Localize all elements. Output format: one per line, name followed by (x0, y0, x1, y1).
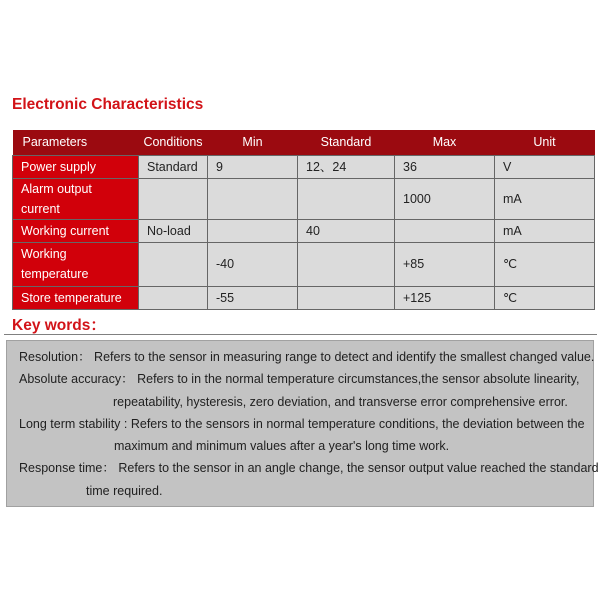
value-cell (139, 178, 208, 219)
value-cell (298, 178, 395, 219)
param-cell: Power supply (13, 155, 139, 178)
header-conditions: Conditions (139, 130, 208, 155)
table-row-working-temperature (13, 242, 595, 286)
keyword-line-response-time: Response time： Refers to the sensor in an angle change, the sensor output value reached the standard (19, 461, 599, 476)
keyword-line-absolute-accuracy-cont: repeatability, hysteresis, zero deviation, and transverse error comprehensive error. (113, 394, 568, 409)
keyword-line-absolute-accuracy: Absolute accuracy： Refers to in the normal temperature circumstances,the sensor absolute linearity, (19, 372, 580, 387)
header-standard: Standard (298, 130, 395, 155)
param-cell: Working temperature (13, 242, 139, 286)
value-cell: -40 (208, 242, 298, 286)
value-cell: V (495, 155, 595, 178)
param-cell: Store temperature (13, 286, 139, 309)
header-max: Max (395, 130, 495, 155)
value-cell: 12、24 (298, 155, 395, 178)
value-cell (208, 219, 298, 242)
keywords-box (6, 340, 599, 507)
table-row-store-temperature (13, 286, 595, 309)
value-cell: Standard (139, 155, 208, 178)
value-cell: +125 (395, 286, 495, 309)
value-cell: 36 (395, 155, 495, 178)
keyword-line-resolution: Resolution： Refers to the sensor in measuring range to detect and identify the smallest changed value. (19, 350, 595, 364)
table-row-working-current (13, 219, 595, 242)
value-cell: 40 (298, 219, 395, 242)
keyword-line-long-term-stability-cont: maximum and minimum values after a year's long time work. (114, 439, 450, 454)
value-cell (298, 242, 395, 286)
value-cell: 1000 (395, 178, 495, 219)
keywords-title: Key words： (12, 317, 106, 334)
value-cell: ℃ (495, 242, 595, 286)
electronic-characteristics-table (12, 130, 595, 310)
value-cell (298, 286, 395, 309)
table-row-alarm-output-current (13, 178, 595, 219)
value-cell (208, 178, 298, 219)
header-unit: Unit (495, 130, 595, 155)
header-parameters: Parameters (13, 130, 139, 155)
value-cell: ℃ (495, 286, 595, 309)
value-cell (395, 219, 495, 242)
param-cell: Alarm output current (13, 178, 139, 219)
value-cell: 9 (208, 155, 298, 178)
value-cell: No-load (139, 219, 208, 242)
value-cell: -55 (208, 286, 298, 309)
value-cell (139, 242, 208, 286)
keyword-line-response-time-cont: time required. (86, 483, 163, 498)
header-min: Min (208, 130, 298, 155)
value-cell: mA (495, 178, 595, 219)
value-cell: +85 (395, 242, 495, 286)
table-header-row (13, 130, 595, 155)
keyword-line-long-term-stability: Long term stability : Refers to the sensors in normal temperature conditions, the deviation between the (19, 416, 585, 431)
value-cell (139, 286, 208, 309)
electronic-characteristics-title: Electronic Characteristics (12, 96, 204, 113)
table-row-power-supply (13, 155, 595, 178)
value-cell: mA (495, 219, 595, 242)
keywords-divider (4, 334, 597, 335)
param-cell: Working current (13, 219, 139, 242)
